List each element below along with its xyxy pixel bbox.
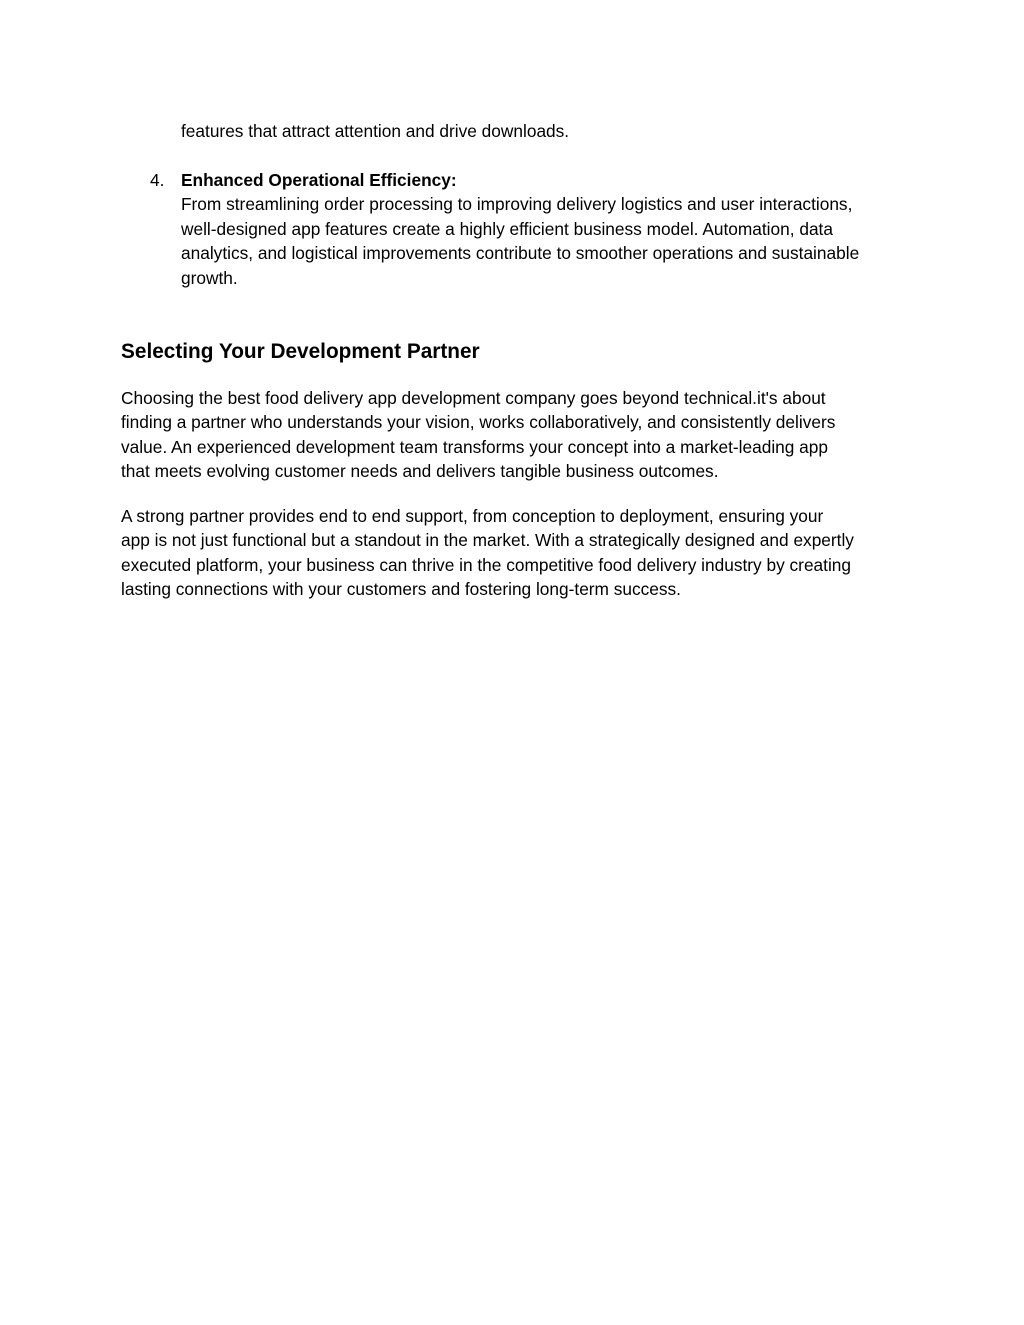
paragraph-line: Choosing the best food delivery app development company goes beyond technical.it's about bbox=[121, 388, 826, 408]
paragraph-line: value. An experienced development team transforms your concept into a market-leading app bbox=[121, 436, 829, 457]
list-item-line: From streamlining order processing to improving delivery logistics and user interactions, bbox=[181, 194, 853, 215]
paragraph-1 bbox=[121, 386, 835, 484]
paragraph-2 bbox=[121, 504, 854, 602]
paragraph-line: executed platform, your business can thrive in the competitive food delivery industry by creating bbox=[121, 554, 852, 575]
list-number: 4. bbox=[150, 170, 165, 190]
paragraph-line: app is not just functional but a standout in the market. With a strategically designed and expertly bbox=[121, 530, 854, 551]
list-item-line: well-designed app features create a highly efficient business model. Automation, data bbox=[181, 218, 833, 239]
section-heading: Selecting Your Development Partner bbox=[121, 340, 480, 363]
list-item-line: growth. bbox=[181, 267, 238, 288]
list-item-line: analytics, and logistical improvements contribute to smoother operations and sustainable bbox=[181, 243, 860, 264]
paragraph-line: lasting connections with your customers and fostering long-term success. bbox=[121, 579, 681, 600]
list-continuation-text: features that attract attention and drive downloads. bbox=[181, 121, 570, 141]
paragraph-line: finding a partner who understands your vision, works collaboratively, and consistently delivers bbox=[121, 412, 836, 433]
paragraph-line: A strong partner provides end to end support, from conception to deployment, ensuring your bbox=[121, 506, 824, 526]
list-item-title: Enhanced Operational Efficiency: bbox=[181, 170, 457, 190]
list-item-body bbox=[181, 168, 859, 290]
paragraph-line: that meets evolving customer needs and delivers tangible business outcomes. bbox=[121, 461, 719, 482]
